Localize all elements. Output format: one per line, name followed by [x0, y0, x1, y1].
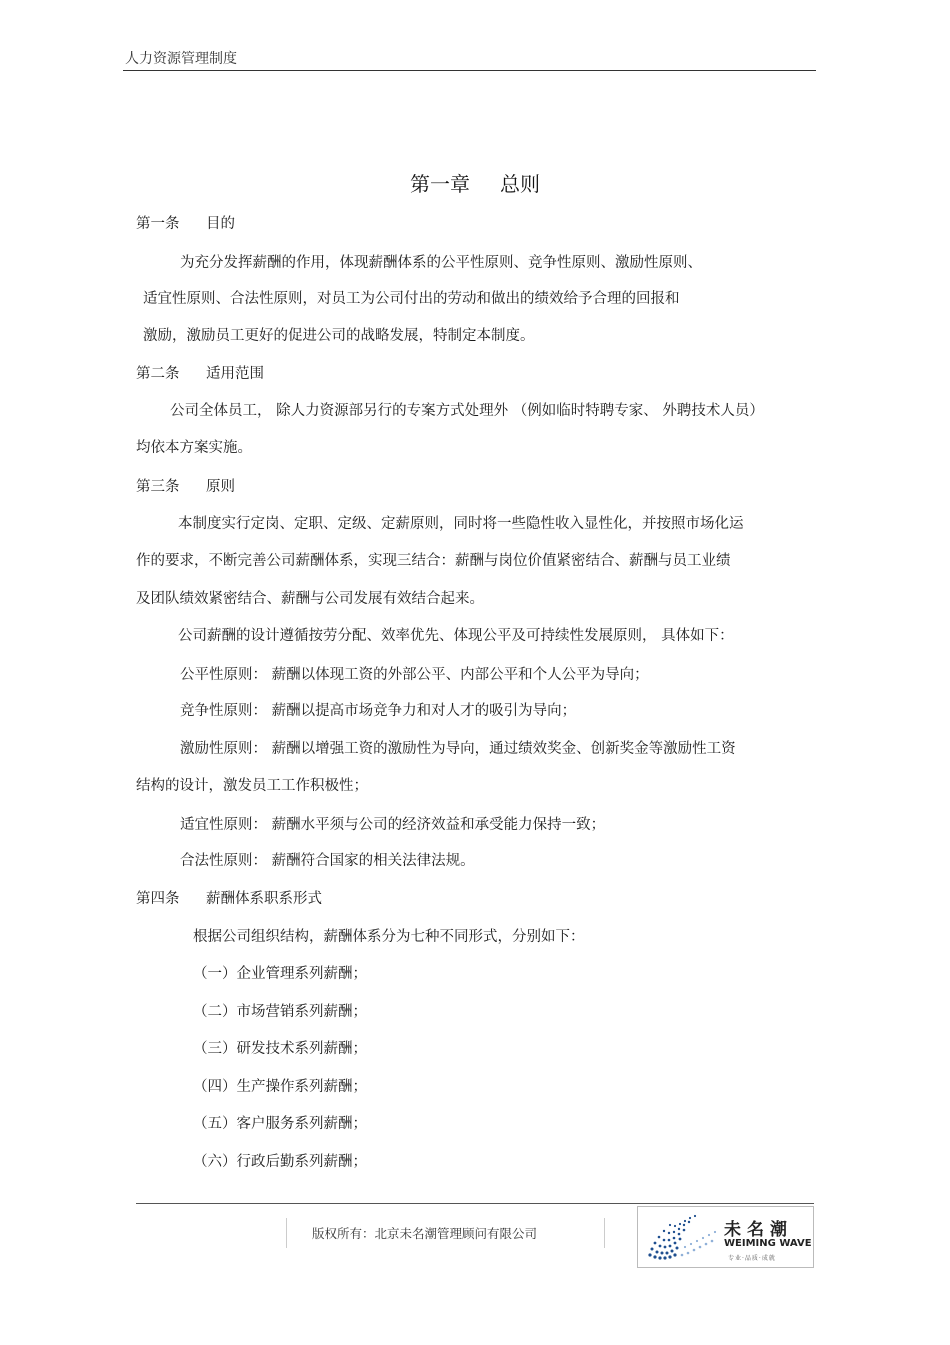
paragraph-line: 作的要求，不断完善公司薪酬体系，实现三结合：薪酬与岗位价值紧密结合、薪酬与员工业绩	[136, 553, 731, 569]
chapter-heading	[0, 168, 950, 197]
article-title: 目的	[206, 216, 235, 232]
principle-line: 公平性原则： 薪酬以体现工资的外部公平、内部公平和个人公平为导向；	[180, 667, 649, 683]
footer-divider	[604, 1218, 605, 1248]
list-item: （二）市场营销系列薪酬；	[193, 1004, 367, 1020]
chapter-number: 第一章	[410, 172, 470, 196]
principle-line: 合法性原则： 薪酬符合国家的相关法律法规。	[180, 853, 475, 869]
list-item: （三）研发技术系列薪酬；	[193, 1041, 367, 1057]
article-number: 第三条	[136, 479, 180, 495]
copyright-text: 版权所有：北京未名潮管理顾问有限公司	[312, 1226, 538, 1241]
principle-line: 激励性原则： 薪酬以增强工资的激励性为导向，通过绩效奖金、创新奖金等激励性工资	[180, 741, 736, 757]
logo-chinese-name: 未名潮	[724, 1220, 793, 1240]
paragraph-line: 均依本方案实施。	[136, 440, 252, 456]
list-item: （六）行政后勤系列薪酬；	[193, 1154, 367, 1170]
article-heading	[136, 214, 235, 234]
article-heading	[136, 477, 235, 497]
article-title: 薪酬体系职系形式	[206, 891, 322, 907]
chapter-title: 总则	[500, 172, 540, 196]
paragraph-line: 激励，激励员工更好的促进公司的战略发展，特制定本制度。	[143, 328, 535, 344]
header-rule	[123, 70, 816, 71]
article-number: 第一条	[136, 216, 180, 232]
paragraph-line: 适宜性原则、合法性原则，对员工为公司付出的劳动和做出的绩效给予合理的回报和	[143, 291, 680, 307]
paragraph-line: 公司薪酬的设计遵循按劳分配、效率优先、体现公平及可持续性发展原则， 具体如下：	[178, 628, 734, 644]
article-title: 适用范围	[206, 366, 264, 382]
list-item: （四）生产操作系列薪酬；	[193, 1079, 367, 1095]
article-number: 第四条	[136, 891, 180, 907]
article-number: 第二条	[136, 366, 180, 382]
document-header-title: 人力资源管理制度	[125, 51, 237, 67]
paragraph-line: 结构的设计，激发员工工作积极性；	[136, 778, 368, 794]
logo-english-name: WEIMING WAVE	[724, 1238, 812, 1249]
list-item: （五）客户服务系列薪酬；	[193, 1116, 367, 1132]
list-item: （一）企业管理系列薪酬；	[193, 966, 367, 982]
paragraph-line: 及团队绩效紧密结合、薪酬与公司发展有效结合起来。	[136, 591, 484, 607]
company-logo	[637, 1206, 814, 1268]
footer-divider	[286, 1218, 287, 1248]
paragraph-line: 根据公司组织结构，薪酬体系分为七种不同形式，分别如下：	[193, 929, 585, 945]
logo-tagline: 专业·品质·成就	[728, 1255, 776, 1262]
article-title: 原则	[206, 479, 235, 495]
paragraph-line: 公司全体员工， 除人力资源部另行的专案方式处理外 （例如临时特聘专家、 外聘技术人员）	[170, 403, 764, 419]
wave-logo-icon	[644, 1211, 722, 1263]
principle-line: 竞争性原则： 薪酬以提高市场竞争力和对人才的吸引为导向；	[180, 703, 577, 719]
article-heading	[136, 364, 264, 384]
article-heading	[136, 889, 322, 909]
footer-rule	[136, 1203, 814, 1204]
paragraph-line: 本制度实行定岗、定职、定级、定薪原则，同时将一些隐性收入显性化，并按照市场化运	[178, 516, 744, 532]
principle-line: 适宜性原则： 薪酬水平须与公司的经济效益和承受能力保持一致；	[180, 817, 606, 833]
paragraph-line: 为充分发挥薪酬的作用，体现薪酬体系的公平性原则、竞争性原则、激励性原则、	[180, 255, 702, 271]
